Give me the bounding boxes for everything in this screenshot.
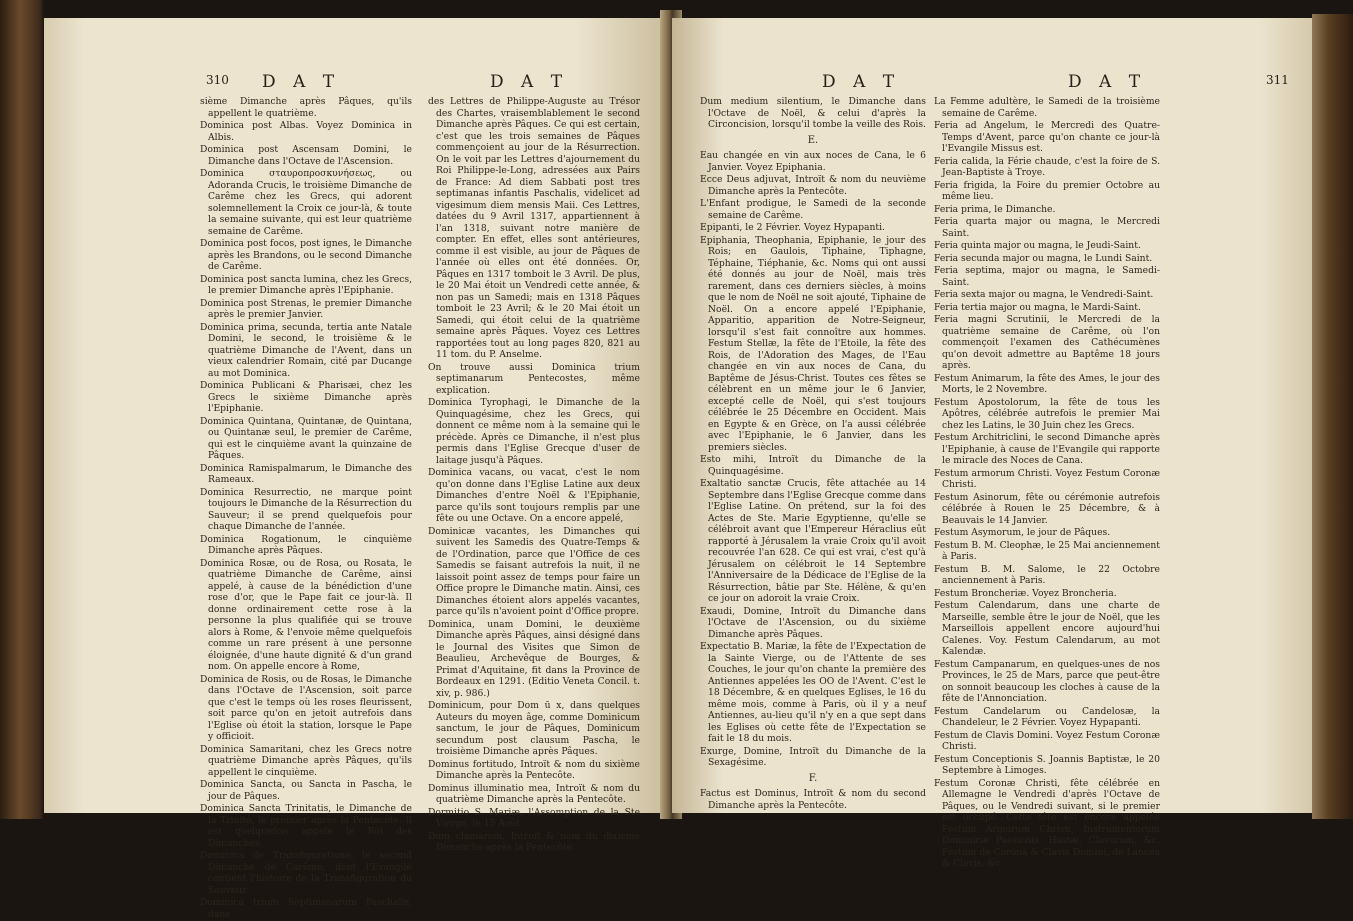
entry-paragraph: La Femme adultère, le Samedi de la troisième semaine de Carême. <box>934 96 1160 119</box>
entry-paragraph: Dominicæ vacantes, les Dimanches qui suivent les Samedis des Quatre-Temps & de l'Ordination, parce que l'Office de ces Samedis se faisant autrefois la nuit, il ne laissoit point assez de temps pour faire un Office propre le Dimanche matin. Ainsi, ces Dimanches étoient alors appelés vacantes, parce qu'ils n'avoient point d'Office propre. <box>428 525 640 617</box>
entry-paragraph: Exurge, Domine, Introït du Dimanche de la Sexagésime. <box>700 745 926 768</box>
running-head: D A T <box>1068 72 1147 92</box>
entry-paragraph: Feria magni Scrutinii, le Mercredi de la quatrième semaine de Carême, où l'on commençoit l'examen des Cathécumènes qu'on devoit admettre au Baptême 18 jours après. <box>934 314 1160 371</box>
entry-paragraph: Feria sexta major ou magna, le Vendredi-Saint. <box>934 289 1154 300</box>
entry-paragraph: Dominica Tyrophagi, le Dimanche de la Quinquagésime, chez les Grecs, qui donnent ce même nom à la semaine qui le précède. Après ce Dimanche, il n'est plus permis dans l'Eglise Grecque d'user de laitage jusqu'à Pâques. <box>428 397 640 466</box>
entry-paragraph: Dominica, unam Domini, le deuxième Dimanche après Pâques, ainsi désigné dans le Journal des Visites que Simon de Beaulieu, Archevêque de Bourges, & Primat d'Aquitaine, fit dans la Province de Bordeaux en 1291. (Editio Veneta Concil. t. xiv, p. 986.) <box>428 618 640 699</box>
entry-paragraph: Festum Calendarum, dans une charte de Marseille, semble être le jour de Noël, que les Marseillois appellent encore aujourd'hui Calenes. Voy. Festum Calendarum, au mot Kalendæ. <box>934 600 1160 657</box>
entry-paragraph: Esto mihi, Introït du Dimanche de la Quinquagésime. <box>700 454 926 477</box>
entry-paragraph: Festum Conceptionis S. Joannis Baptistæ, le 20 Septembre à Limoges. <box>934 753 1160 776</box>
entry-paragraph: Dominus fortitudo, Introït & nom du sixième Dimanche après la Pentecôte. <box>428 758 640 781</box>
running-head: D A T <box>490 72 569 92</box>
text-column-2 <box>934 96 1160 871</box>
entry-paragraph: Festum armorum Christi. Voyez Festum Coronæ Christi. <box>934 467 1160 490</box>
entry-paragraph: Dominica Resurrectio, ne marque point toujours le Dimanche de la Résurrection du Sauveur; il se prend quelquefois pour chaque Dimanche de l'année. <box>200 486 412 532</box>
text-column-1 <box>200 96 412 921</box>
page-number: 310 <box>206 73 229 87</box>
entry-paragraph: Festum Candelarum ou Candelosæ, la Chandeleur, le 2 Février. Voyez Hypapanti. <box>934 705 1160 728</box>
entry-paragraph: Factus est Dominus, Introït & nom du second Dimanche après la Pentecôte. <box>700 788 926 811</box>
entry-paragraph: Feria ad Angelum, le Mercredi des Quatre-Temps d'Avent, parce qu'on chante ce jour-là l'Evangile Missus est. <box>934 120 1160 154</box>
entry-paragraph: E. <box>807 134 819 146</box>
entry-paragraph: Festum Asinorum, fête ou cérémonie autrefois célébrée à Rouen le 25 Décembre, & à Beauvais le 14 Janvier. <box>934 491 1160 526</box>
entry-paragraph: Feria frigida, la Foire du premier Octobre au même lieu. <box>934 179 1160 202</box>
entry-paragraph: Festum Apostolorum, la fête de tous les Apôtres, célébrée autrefois le premier Mai chez les Latins, le 30 Juin chez les Grecs. <box>934 396 1160 431</box>
entry-paragraph: Festum B. M. Cleophæ, le 25 Mai anciennement à Paris. <box>934 539 1160 562</box>
entry-paragraph: Ecce Deus adjuvat, Introït & nom du neuvième Dimanche après la Pentecôte. <box>700 174 926 197</box>
entry-paragraph: Feria tertia major ou magna, le Mardi-Saint. <box>934 301 1141 313</box>
right-page <box>672 18 1312 869</box>
entry-paragraph: Dominica vacans, ou vacat, c'est le nom qu'on donne dans l'Eglise Latine aux deux Dimanches d'entre Noël & l'Epiphanie, parce qu'ils sont toujours remplis par une fête ou une Octave. On a encore appelé, <box>428 467 640 524</box>
entry-paragraph: Dominica de Transfiguratione, le second Dimanche de Carême, dont l'Evangile contient l'histoire de la Transfiguration du Sauveur. <box>200 850 412 896</box>
entry-paragraph: F. <box>808 772 818 784</box>
entry-paragraph: Dominica Sancta, ou Sancta in Pascha, le jour de Pâques. <box>200 779 412 802</box>
entry-paragraph: Epiphania, Theophania, Epiphanie, le jour des Rois; en Gaulois, Tiphaine, Tiphagne, Téphaine, Tiéphanie, &c. Noms qui ont aussi été donnés au jour de Noël, mais très rarement, dans ces derniers siècles, à moins que le nom de Noël ne soit ajouté, Tiphaine de Noël. On a encore appelé l'Epiphanie, Apparitio, apparition de Notre-Seigneur, lorsqu'il s'est fait connoître aux hommes. Festum Stellæ, la fête de l'Etoile, la fête des Rois, de l'Adoration des Mages, de l'Eau changée en vin aux noces de Cana, du Baptême de Jésus-Christ. Toutes ces fêtes se célèbrent en un même jour le 6 Janvier, excepté celle de Noël, qui s'est toujours célébrée le 25 Décembre en Occident. Mais en Egypte & en Grèce, on l'a aussi célébrée avec l'Epiphanie, le 6 Janvier, dans les premiers siècles. <box>700 234 926 453</box>
entry-paragraph: Exaltatio sanctæ Crucis, fête attachée au 14 Septembre dans l'Eglise Grecque comme dans l'Eglise Latine. On prétend, sur la foi des Actes de Ste. Marie Egyptienne, qu'elle se célébroit avant que l'Empereur Héraclius eût rapporté à Jérusalem la vraie Croix qu'il avoit recouvrée l'an 628. Ce qui est vrai, c'est qu'à Jérusalem on célébroit le 14 Septembre l'Anniversaire de la Dédicace de l'Eglise de la Résurrection, bâtie par Ste. Hélène, & qu'en ce jour on adoroit la vraie Croix. <box>700 478 926 604</box>
entry-paragraph: Dominica post Albas. Voyez Dominica in Albis. <box>200 120 412 143</box>
entry-paragraph: Dominica Sancta Trinitatis, le Dimanche de la Trinité, le premier après la Pentecôte. Il est quelquefois appelé le Roi des Dimanches. <box>200 803 412 849</box>
entry-paragraph: Dominica Ramispalmarum, le Dimanche des Rameaux. <box>200 462 412 485</box>
left-page <box>44 18 670 920</box>
entry-paragraph: Expectatio B. Mariæ, la fête de l'Expectation de la Sainte Vierge, ou de l'Attente de ses Couches, le jour qu'on chante la première des Antiennes appelées les OO de l'Avent. C'est le 18 Décembre, & en quelques Eglises, le 16 du même mois, comme à Paris, où il y a neuf Antiennes, au-lieu qu'il n'y en a que sept dans les Eglises où cette fête de l'Expectation se fait le 18 du mois. <box>700 641 926 744</box>
entry-paragraph: Dominica post Strenas, le premier Dimanche après le premier Janvier. <box>200 297 412 320</box>
entry-paragraph: Feria quinta major ou magna, le Jeudi-Saint. <box>934 240 1141 251</box>
entry-paragraph: Dum medium silentium, le Dimanche dans l'Octave de Noël, & celui d'après la Circoncision, lorsqu'il tombe la veille des Rois. <box>700 96 926 130</box>
entry-paragraph: Dominica Samaritani, chez les Grecs notre quatrième Dimanche après Pâques, qu'ils appellent le cinquième. <box>200 743 412 778</box>
entry-paragraph: Dominica Publicani & Pharisæi, chez les Grecs le sixième Dimanche après l'Epiphanie. <box>200 380 412 414</box>
entry-paragraph: Festum Architriclini, le second Dimanche après l'Epiphanie, à cause de l'Evangile qui rapporte le miracle des Noces de Cana. <box>934 432 1160 466</box>
entry-paragraph: sième Dimanche après Pâques, qu'ils appellent le quatrième. <box>200 96 412 119</box>
entry-paragraph: Dominica post focos, post ignes, le Dimanche après les Brandons, ou le second Dimanche de Carême. <box>200 238 412 272</box>
entry-paragraph: Festum Broncheriæ. Voyez Broncheria. <box>934 587 1117 599</box>
entry-paragraph: Festum Asymorum, le jour de Pâques. <box>934 527 1111 538</box>
entry-paragraph: Dominus illuminatio mea, Introït & nom du quatrième Dimanche après la Pentecôte. <box>428 782 640 805</box>
book-edge <box>1312 14 1353 819</box>
page-number: 311 <box>1266 73 1289 87</box>
entry-paragraph: On trouve aussi Dominica trium septimanarum Pentecostes, même explication. <box>428 361 640 396</box>
entry-paragraph: Dominica post Ascensam Domini, le Dimanche dans l'Octave de l'Ascension. <box>200 144 412 167</box>
running-head: D A T <box>262 72 341 92</box>
running-head: D A T <box>822 72 901 92</box>
text-column-2 <box>428 96 640 855</box>
entry-paragraph: Feria septima, major ou magna, le Samedi-Saint. <box>934 265 1160 288</box>
entry-paragraph: Festum Coronæ Christi, fête célébrée en Allemagne le Vendredi d'après l'Octave de Pâques, ou le Vendredi suivant, si le premier est occupé. Cette fête est encore appelée Festum Armorum Christi, Instrumentorum Dominicæ Passionis, Hastæ, Clavorum, &c. Festum de Corona & Clavis Domini, de Lancea & Clavis, &c. <box>934 777 1160 869</box>
entry-paragraph: Dominica Quintana, Quintanæ, de Quintana, ou Quintanæ seul, le premier de Carême, qui est le cinquième avant la quinzaine de Pâques. <box>200 415 412 461</box>
entry-paragraph: Dominica prima, secunda, tertia ante Natale Domini, le second, le troisième & le quatrième Dimanche de l'Avent, dans un vieux calendrier Romain, cité par Ducange au mot Dominica. <box>200 321 412 379</box>
entry-paragraph: Epipanti, le 2 Février. Voyez Hypapanti. <box>700 222 885 233</box>
entry-paragraph: Festum de Clavis Domini. Voyez Festum Coronæ Christi. <box>934 729 1160 752</box>
entry-paragraph: Dominica trium Septimanarum Paschalis, dans <box>200 897 412 920</box>
entry-paragraph: Festum B. M. Salome, le 22 Octobre anciennement à Paris. <box>934 563 1160 586</box>
entry-paragraph: Festum Campanarum, en quelques-unes de nos Provinces, le 25 de Mars, parce que peut-être on sonnoit beaucoup les cloches à cause de la fête de l'Annonciation. <box>934 658 1160 704</box>
entry-paragraph: Dominicum, pour Dom ū x, dans quelques Auteurs du moyen âge, comme Dominicum sanctum, le jour de Pâques, Dominicum secundum post clausum Pascha, le troisième Dimanche après Pâques. <box>428 700 640 757</box>
entry-paragraph: Dominica post sancta lumina, chez les Grecs, le premier Dimanche après l'Epiphanie. <box>200 273 412 296</box>
entry-paragraph: Eau changée en vin aux noces de Cana, le 6 Janvier. Voyez Epiphania. <box>700 150 926 173</box>
entry-paragraph: Feria prima, le Dimanche. <box>934 203 1056 215</box>
entry-paragraph: Feria quarta major ou magna, le Mercredi Saint. <box>934 216 1160 239</box>
entry-paragraph: L'Enfant prodigue, le Samedi de la seconde semaine de Carême. <box>700 198 926 221</box>
entry-paragraph: Feria calida, la Férie chaude, c'est la foire de S. Jean-Baptiste à Troye. <box>934 155 1160 178</box>
entry-paragraph: Feria secunda major ou magna, le Lundi Saint. <box>934 252 1153 264</box>
entry-paragraph: Exaudi, Domine, Introït du Dimanche dans l'Octave de l'Ascension, ou du sixième Dimanche après Pâques. <box>700 605 926 640</box>
entry-paragraph: Dominica de Rosis, ou de Rosas, le Dimanche dans l'Octave de l'Ascension, soit parce que c'est le temps où les roses fleurissent, soit parce qu'on en jetoit autrefois dans l'Eglise où étoit la station, lorsque le Pape y officioit. <box>200 673 412 742</box>
entry-paragraph: Dominica Rogationum, le cinquième Dimanche après Pâques. <box>200 533 412 556</box>
entry-paragraph: Dum clamarem, Introït & nom du dixième Dimanche après la Pentecôte. <box>428 830 640 853</box>
entry-paragraph: Dormitio S. Mariæ, l'Assomption de la Ste Vierge, le 15 Août. <box>428 806 640 829</box>
entry-paragraph: Festum Animarum, la fête des Ames, le jour des Morts, le 2 Novembre. <box>934 372 1160 395</box>
entry-paragraph: Dominica Rosæ, ou de Rosa, ou Rosata, le quatrième Dimanche de Carême, ainsi appelé, à cause de la bénédiction d'une rose d'or, que le Pape fait ce jour-là. Il donne ordinairement cette rose à la personne la plus qualifiée qui se trouve alors à Rome, & l'envoie même quelquefois comme un rare présent à une personne éloignée, d'une haute dignité & d'un grand nom. On appelle encore à Rome, <box>200 557 412 672</box>
entry-paragraph: des Lettres de Philippe-Auguste au Trésor des Chartes, vraisemblablement le second Dimanche après Pâques. Ce qui est certain, c'est que les trois semaines de Pâques commençoient au jour de la Résurrection. On le voit par les Lettres d'ajournement du Roi Philippe-le-Long, adressées aux Pairs de France: Ad diem Sabbati post tres septimanas infantis Paschalis, videlicet ad vigesimum diem mensis Maii. Ces Lettres, datées du 9 Avril 1317, appartiennent à l'an 1318, suivant notre manière de compter. En effet, elles sont antérieures, comme il est visible, au jour de Pâques de l'année où elles ont été données. Or, Pâques en 1317 tomboit le 3 Avril. De plus, le 20 Mai étoit un Vendredi cette année, & non pas un Samedi; mais en 1318 Pâques tomboit le 23 Avril; & le 20 Mai étoit un Samedi, qui étoit celui de la quatrième semaine après Pâques. Voyez ces Lettres rapportées tout au long pages 820, 821 au 11 tom. du P. Anselme. <box>428 96 640 360</box>
entry-paragraph: Dominica σταυροπροσκυνήσεως, ou Adoranda Crucis, le troisième Dimanche de Carême chez les Grecs, qui adorent solemnellement la Croix ce jour-là, & toute la semaine suivante, qui est leur quatrième semaine de Carême. <box>200 168 412 237</box>
text-column-1 <box>700 96 926 812</box>
